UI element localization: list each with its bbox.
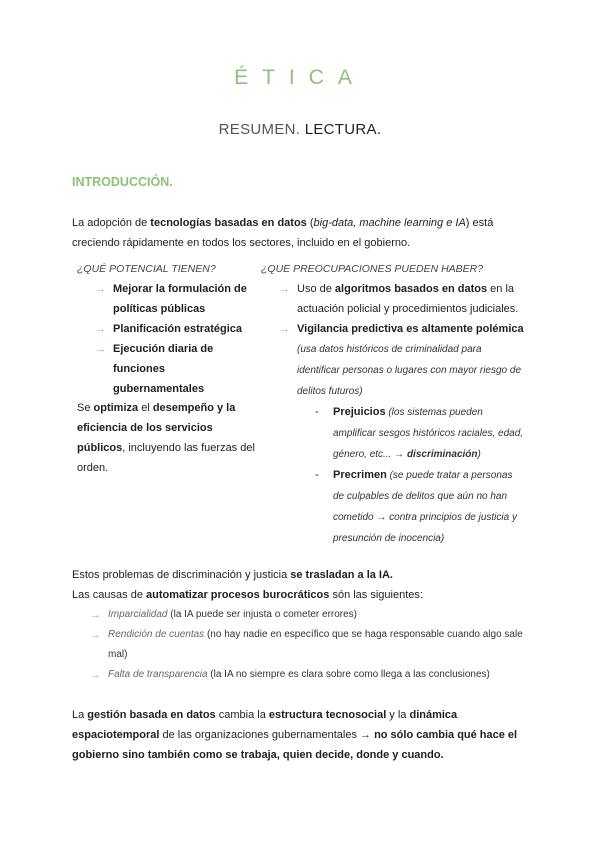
cause-text [108, 605, 542, 625]
optimiza-text-3: , incluyendo las fuerzas del orden. [77, 442, 255, 474]
problems-text-3: són las siguientes: [329, 589, 423, 601]
sub-item-note: (se puede tratar a personas de culpables de delitos que aún no han cometido → contra principios de justicia y presunción de inocencia) [333, 470, 517, 544]
gestion-text-1: La [72, 709, 88, 721]
dash-bullet: - [315, 469, 319, 481]
concerns-list [261, 279, 526, 402]
list-item [95, 319, 257, 339]
arrow-right-icon: → [279, 323, 290, 335]
gestion-bold-4: no sólo cambia qué hace el gobierno sino también como se trabaja, quien decide, donde y cuando. [72, 729, 518, 761]
intro-text-3: ) está creciendo rápidamente en todos los sectores, incluido en el gobierno. [72, 217, 494, 249]
section-heading: INTRODUCCIÓN. [72, 175, 173, 189]
arrow-right-icon: → [279, 283, 290, 295]
arrow-right-icon: → [95, 283, 106, 295]
list-item [90, 665, 542, 685]
cause-text [108, 665, 542, 685]
problems-bold-1: se trasladan a la IA. [290, 569, 393, 581]
item1-text-1: Uso de [297, 283, 335, 295]
gestion-bold-3: dinámica espaciotemporal [72, 709, 458, 741]
potential-list [77, 279, 257, 399]
cause-label: Falta de transparencia [108, 669, 208, 680]
sub-item-bold: Precrimen [333, 469, 387, 481]
optimiza-bold-1: optimiza [93, 402, 139, 414]
subtitle-part2: LECTURA. [304, 121, 382, 138]
arrow-right-icon: → [90, 609, 101, 621]
dash-bullet: - [315, 406, 319, 418]
cause-label: Imparcialidad [108, 609, 168, 620]
gestion-bold-1: gestión basada en datos [87, 709, 216, 721]
sub-item-text [333, 402, 526, 465]
list-item [95, 279, 257, 319]
sub-list-item [315, 402, 526, 465]
intro-text-1: La adopción de [72, 217, 151, 229]
page-title: ÉTICA [234, 66, 366, 89]
gestion-bold-2: estructura tecnosocial [268, 709, 387, 721]
sub-item-bold: Prejuicios [333, 406, 386, 418]
item1-text-2: en la actuación policial y procedimientos judiciales. [297, 283, 519, 315]
cause-text [108, 625, 542, 665]
gestion-paragraph [72, 705, 542, 765]
arrow-right-icon: → [95, 343, 106, 355]
sub-item-bold-2: discriminación [406, 449, 478, 460]
right-column [261, 259, 526, 549]
problems-text-2: Las causas de [72, 589, 146, 601]
sub-item-text [333, 465, 526, 549]
gestion-text-2: cambia la [215, 709, 269, 721]
cause-desc: (no hay nadie en específico que se haga responsable cuando algo sale mal) [108, 629, 523, 660]
list-item-text [297, 279, 526, 319]
list-item-text: Planificación estratégica [113, 323, 242, 335]
item2-note: (usa datos históricos de criminalidad para identificar personas o lugares con mayor riesgo de delitos futuros) [297, 344, 522, 397]
list-item-text [297, 319, 526, 402]
item1-bold: algoritmos basados en datos [334, 283, 488, 295]
cause-desc: (la IA puede ser injusta o cometer errores) [167, 609, 358, 620]
intro-paragraph [72, 213, 542, 253]
sub-item-note-2: ) [477, 449, 481, 460]
left-column [77, 259, 257, 399]
list-item [90, 605, 542, 625]
item2-bold: Vigilancia predictiva es altamente polémica [297, 323, 524, 335]
intro-text-2: ( [306, 217, 314, 229]
problems-line-1 [72, 565, 542, 585]
arrow-right-icon: → [95, 323, 106, 335]
arrow-right-icon: → [90, 629, 101, 641]
sub-list-item [315, 465, 526, 549]
list-item-text: Ejecución diaria de funciones gubernamentales [113, 343, 214, 395]
list-item [279, 319, 526, 402]
right-heading: ¿QUE PREOCUPACIONES PUEDEN HABER? [261, 263, 484, 275]
optimiza-text-1: Se [77, 402, 94, 414]
cause-desc: (la IA no siempre es clara sobre como llega a las conclusiones) [207, 669, 490, 680]
cause-label: Rendición de cuentas [108, 629, 205, 640]
list-item [90, 625, 542, 665]
subtitle-part1: RESUMEN. [218, 121, 305, 138]
problems-text-1: Estos problemas de discriminación y justicia [72, 569, 291, 581]
sub-list [261, 402, 526, 549]
problems-paragraph [72, 565, 542, 685]
list-item [279, 279, 526, 319]
list-item-text: Mejorar la formulación de políticas públicas [113, 283, 247, 315]
gestion-text-3: y la [386, 709, 410, 721]
optimiza-paragraph [77, 398, 257, 478]
intro-bold-1: tecnologías basadas en datos [150, 217, 307, 229]
problems-bold-2: automatizar procesos burocráticos [146, 589, 330, 601]
optimiza-bold-2: desempeño y la eficiencia de los servicios públicos [77, 402, 236, 454]
sub-item-note: (los sistemas pueden amplificar sesgos históricos raciales, edad, género, etc... → [333, 407, 524, 460]
causes-list [72, 605, 542, 685]
problems-line-2 [72, 585, 542, 605]
intro-italic-1: big-data, machine learning e IA [313, 217, 466, 229]
arrow-right-icon: → [90, 669, 101, 681]
list-item [95, 339, 257, 399]
left-heading: ¿QUÉ POTENCIAL TIENEN? [77, 263, 216, 275]
optimiza-text-2: el [138, 402, 153, 414]
subtitle [0, 120, 600, 140]
gestion-text-4: de las organizaciones gubernamentales → [159, 729, 375, 741]
